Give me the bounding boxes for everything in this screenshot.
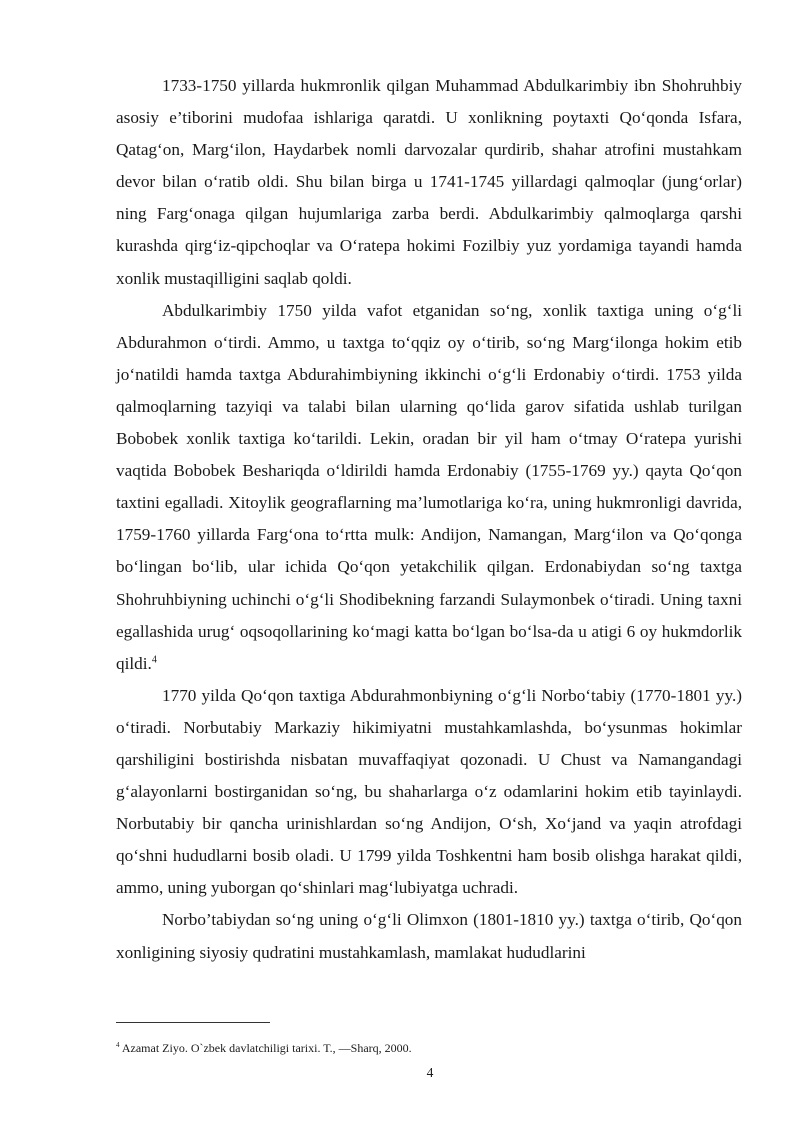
footnote [116, 1040, 742, 1056]
paragraph-3-text: 1770 yilda Qo‘qon taxtiga Abdurahmonbiyning o‘g‘li Norbo‘tabiy (1770-1801 yy.) o‘tiradi. Norbutabiy Markaziy hikimiyatni mustahkamlashda, bo‘ysunmas hokimlar qarshiligini bostirishda nisbatan muvaffaqiyat qozonadi. U Chust va Namangandagi g‘alayonlarni bostirganidan so‘ng, bu shaharlarga o‘z odamlarini hokim etib tayinlaydi. Norbutabiy bir qancha urinishlardan so‘ng Andijon, O‘sh, Xo‘jand va yaqin atrofdagi qo‘shni hududlarni bosib oladi. U 1799 yilda Toshkentni ham bosib olishga harakat qildi, ammo, uning yuborgan qo‘shinlari mag‘lubiyatga uchradi. [116, 685, 742, 898]
paragraph-2-text: Abdulkarimbiy 1750 yilda vafot etganidan so‘ng, xonlik taxtiga uning o‘g‘li Abdurahmon o‘tirdi. Ammo, u taxtga to‘qqiz oy o‘tirib, so‘ng Marg‘ilonga hokim etib jo‘natildi hamda taxtga Abdurahimbiyning ikkinchi o‘g‘li Erdonabiy o‘tirdi. 1753 yilda qalmoqlarning tazyiqi va talabi bilan ularning qo‘lida garov sifatida ushlab turilgan Bobobek xonlik taxtiga ko‘tarildi. Lekin, oradan bir yil ham o‘tmay O‘ratepa yurishi vaqtida Bobobek Beshariqda o‘ldirildi hamda Erdonabiy (1755-1769 yy.) qayta Qo‘qon taxtini egalladi. Xitoylik geograflarning ma’lumotlariga ko‘ra, uning hukmronligi davrida, 1759-1760 yillarda Farg‘ona to‘rtta mulk: Andijon, Namangan, Marg‘ilon va Qo‘qonga bo‘lingan bo‘lib, ular ichida Qo‘qon yetakchilik qilgan. Erdonabiydan so‘ng taxtga Shohruhbiyning uchinchi o‘g‘li Shodibekning farzandi Sulaymonbek o‘tiradi. Uning taxni egallashida urug‘ oqsoqollarining ko‘magi katta bo‘lgan bo‘lsa-da u atigi 6 oy hukmdorlik qildi. [116, 300, 742, 673]
document-body [116, 70, 742, 969]
page-number: 4 [426, 1065, 434, 1080]
paragraph-3 [116, 680, 742, 905]
paragraph-1 [116, 70, 742, 295]
footnote-marker: 4 [116, 1041, 120, 1049]
paragraph-4 [116, 904, 742, 968]
paragraph-1-text: 1733-1750 yillarda hukmronlik qilgan Muhammad Abdulkarimbiy ibn Shohruhbiy asosiy e’tiborini mudofaa ishlariga qaratdi. U xonlikning poytaxti Qo‘qonda Isfara, Qatag‘on, Marg‘ilon, Haydarbek nomli darvozalar qurdirib, shahar atrofini mustahkam devor bilan o‘ratib oldi. Shu bilan birga u 1741-1745 yillardagi qalmoqlar (jung‘orlar) ning Farg‘onaga qilgan hujumlariga zarba berdi. Abdulkarimbiy qalmoqlarga qarshi kurashda qirg‘iz-qipchoqlar va O‘ratepa hokimi Fozilbiy yuz yordamiga tayandi hamda xonlik mustaqilligini saqlab qoldi. [116, 76, 742, 288]
paragraph-2 [116, 295, 742, 680]
footnote-text: Azamat Ziyo. O`zbek davlatchiligi tarixi. T., —Sharq, 2000. [121, 1041, 412, 1055]
footnote-divider [116, 1022, 270, 1023]
paragraph-4-text: Norbo’tabiydan so‘ng uning o‘g‘li Olimxon (1801-1810 yy.) taxtga o‘tirib, Qo‘qon xonligining siyosiy qudratini mustahkamlash, mamlakat hududlarini [116, 910, 742, 962]
footnote-reference[interactable]: 4 [151, 653, 157, 665]
